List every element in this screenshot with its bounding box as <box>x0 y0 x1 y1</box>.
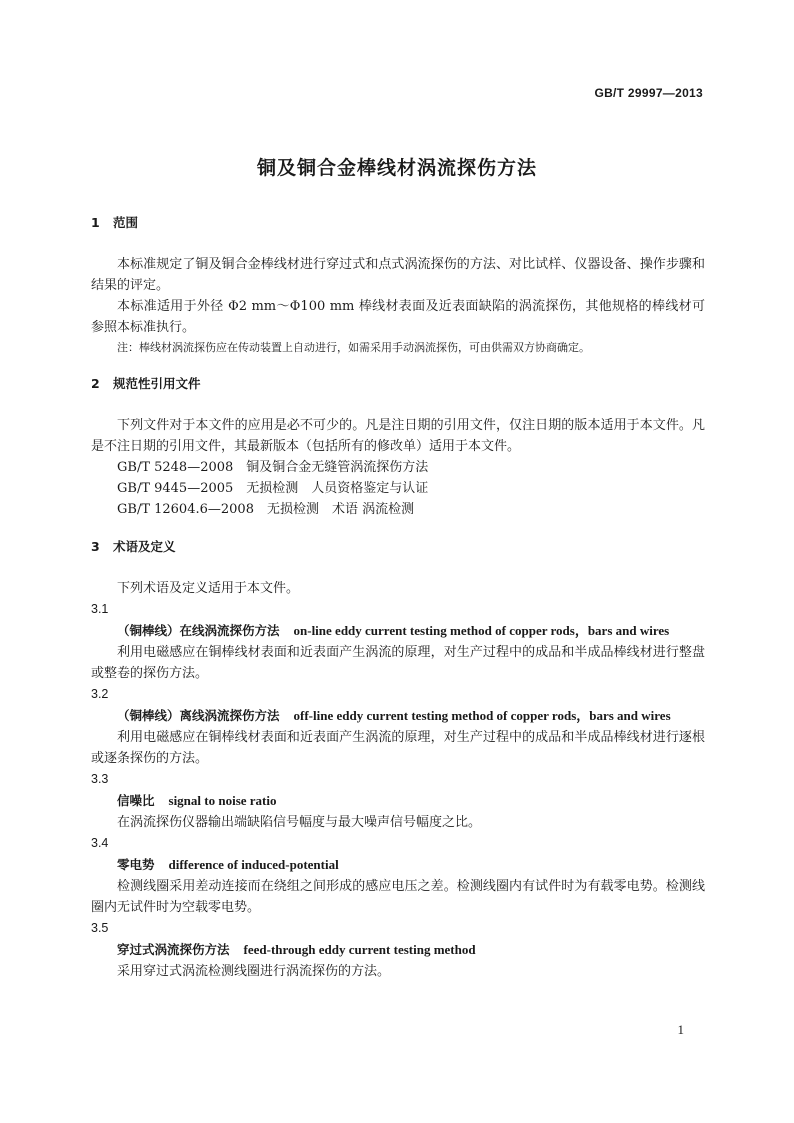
term-name-en: on-line eddy current testing method of copper rods，bars and wires <box>293 623 670 638</box>
term-number: 3.2 <box>91 687 109 701</box>
references-intro: 下列文件对于本文件的应用是必不可少的。凡是注日期的引用文件，仅注日期的版本适用于本文件。凡是不注日期的引用文件，其最新版本（包括所有的修改单）适用于本文件。 <box>91 418 705 454</box>
term-number: 3.3 <box>91 772 109 786</box>
document-body <box>91 212 705 982</box>
scope-paragraph-1: 本标准规定了铜及铜合金棒线材进行穿过式和点式涡流探伤的方法、对比试样、仪器设备、操作步骤和结果的评定。 <box>91 257 705 293</box>
document-title: 铜及铜合金棒线材涡流探伤方法 <box>256 157 537 179</box>
section-number: 3 <box>91 539 100 554</box>
page-number: 1 <box>677 1022 684 1037</box>
term-name <box>91 939 705 961</box>
term-number: 3.4 <box>91 836 109 850</box>
term-name-en: off-line eddy current testing method of copper rods，bars and wires <box>293 708 671 723</box>
term-definition: 检测线圈采用差动连接而在绕组之间形成的感应电压之差。检测线圈内有试件时为有载零电势。检测线圈内无试件时为空载零电势。 <box>91 879 705 915</box>
scope-note: 注：棒线材涡流探伤应在传动装置上自动进行，如需采用手动涡流探伤，可由供需双方协商确定。 <box>117 341 590 354</box>
term-number: 3.1 <box>91 602 109 616</box>
term-name-zh: 信噪比 <box>117 793 155 808</box>
reference-item: GB/T 12604.6—2008 无损检测 术语 涡流检测 <box>117 502 415 517</box>
section-3-heading <box>91 536 705 557</box>
term-name-en: feed-through eddy current testing method <box>243 942 476 957</box>
term-name <box>91 790 705 812</box>
section-number: 2 <box>91 376 100 391</box>
section-1-heading <box>91 212 705 233</box>
reference-item: GB/T 9445—2005 无损检测 人员资格鉴定与认证 <box>117 481 429 496</box>
term-name-zh: （铜棒线）离线涡流探伤方法 <box>117 708 280 723</box>
section-title: 范围 <box>113 215 139 230</box>
term-name <box>91 620 705 642</box>
term-definition: 在涡流探伤仪器输出端缺陷信号幅度与最大噪声信号幅度之比。 <box>117 815 482 830</box>
term-name <box>91 854 705 876</box>
section-2-heading <box>91 373 705 394</box>
standard-code: GB/T 29997—2013 <box>594 86 703 100</box>
reference-item: GB/T 5248—2008 铜及铜合金无缝管涡流探伤方法 <box>117 460 429 475</box>
term-name-zh: 穿过式涡流探伤方法 <box>117 942 230 957</box>
section-number: 1 <box>91 215 100 230</box>
section-title: 术语及定义 <box>113 539 176 554</box>
term-name-zh: （铜棒线）在线涡流探伤方法 <box>117 623 280 638</box>
term-name-en: difference of induced-potential <box>168 857 339 872</box>
term-name-en: signal to noise ratio <box>168 793 277 808</box>
term-number: 3.5 <box>91 921 109 935</box>
section-title: 规范性引用文件 <box>113 376 201 391</box>
term-definition: 利用电磁感应在铜棒线材表面和近表面产生涡流的原理，对生产过程中的成品和半成品棒线材进行整盘或整卷的探伤方法。 <box>91 645 705 681</box>
terms-intro: 下列术语及定义适用于本文件。 <box>117 581 300 596</box>
scope-paragraph-2: 本标准适用于外径 Φ2 mm～Φ100 mm 棒线材表面及近表面缺陷的涡流探伤，其他规格的棒线材可参照本标准执行。 <box>91 299 705 335</box>
term-definition: 采用穿过式涡流检测线圈进行涡流探伤的方法。 <box>117 964 391 979</box>
term-definition: 利用电磁感应在铜棒线材表面和近表面产生涡流的原理，对生产过程中的成品和半成品棒线材进行逐根或逐条探伤的方法。 <box>91 730 705 766</box>
term-name <box>91 705 705 727</box>
term-name-zh: 零电势 <box>117 857 155 872</box>
